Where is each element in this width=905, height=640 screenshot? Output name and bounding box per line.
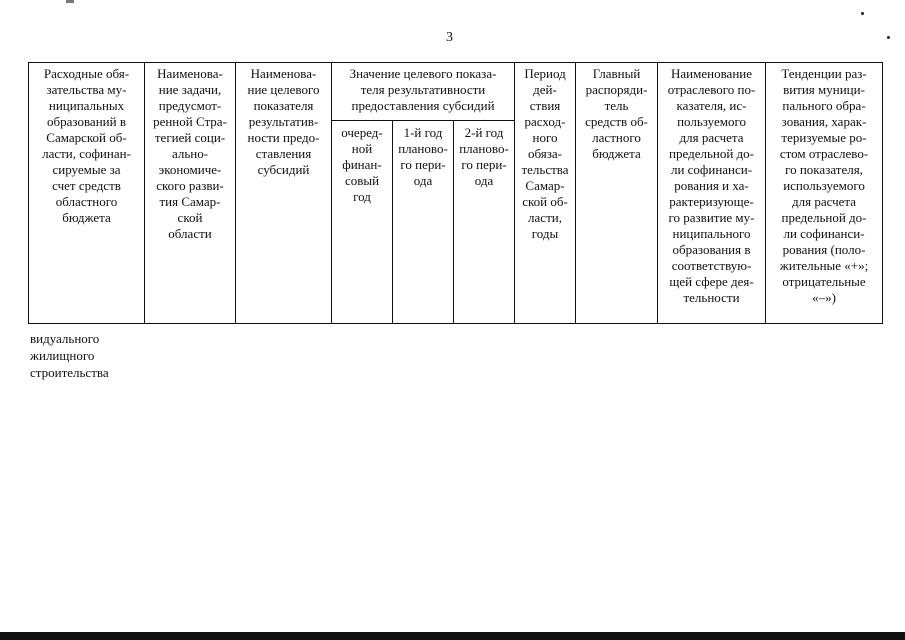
page-number: 3 — [446, 30, 453, 45]
scan-artifact-dot — [887, 36, 890, 39]
scan-artifact-top — [66, 0, 74, 3]
header-label: очеред- ной финан- совый год — [341, 125, 383, 204]
header-cell-target-indicator-name — [236, 63, 332, 324]
header-cell-target-value-group — [332, 63, 515, 121]
header-cell-expenditure-obligations — [29, 63, 145, 324]
header-label: Значение целевого показа- теля результативности предоставления субсидий — [349, 66, 497, 113]
header-label: Наименова- ние целевого показателя результатив- ности предо- ставления субсидий — [247, 66, 320, 177]
header-label: Период дей- ствия расход- ного обяза- тельства Самар- ской об- ласти, годы — [521, 66, 569, 241]
header-cell-planning-year-2 — [454, 121, 515, 324]
header-table — [28, 62, 883, 324]
header-cell-chief-manager — [576, 63, 658, 324]
header-cell-planning-year-1 — [393, 121, 454, 324]
header-cell-sectoral-indicator-name — [658, 63, 766, 324]
header-cell-task-name — [145, 63, 236, 324]
continuation-text: видуального жилищного строительства — [30, 331, 109, 380]
header-label: Наименова- ние задачи, предусмот- ренной Стра- тегией соци- ально- экономиче- ского разви- тия Самар- ской области — [153, 66, 227, 241]
header-cell-development-trends — [766, 63, 883, 324]
scan-edge-bar — [0, 632, 905, 640]
header-label: Расходные обя- зательства му- ниципальных образований в Самарской об- ласти, софинан- сируемые за счет средств областного бюджета — [42, 66, 131, 225]
header-label: Наименование отраслевого по- казателя, ис- пользуемого для расчета предельной до- ли софинанси- рования и ха- рактеризующе- го развитие му- ниципального образования в соответствую- щей сфере дея- тельности — [667, 66, 756, 305]
header-cell-validity-period — [515, 63, 576, 324]
header-label: 1-й год планово- го пери- ода — [398, 125, 448, 188]
header-label: Тенденции раз- вития муници- пального обра- зования, харак- теризуемые ро- стом отраслево- го показателя, используемого для расчета предельной до- ли софинанси- рования (поло- жительные «+»; отрицательные «–») — [779, 66, 869, 305]
header-cell-next-fiscal-year — [332, 121, 393, 324]
header-row-top — [29, 63, 883, 121]
header-label: Главный распоряди- тель средств об- ластного бюджета — [585, 66, 648, 161]
header-label: 2-й год планово- го пери- ода — [459, 125, 509, 188]
scan-artifact-dot — [861, 12, 864, 15]
